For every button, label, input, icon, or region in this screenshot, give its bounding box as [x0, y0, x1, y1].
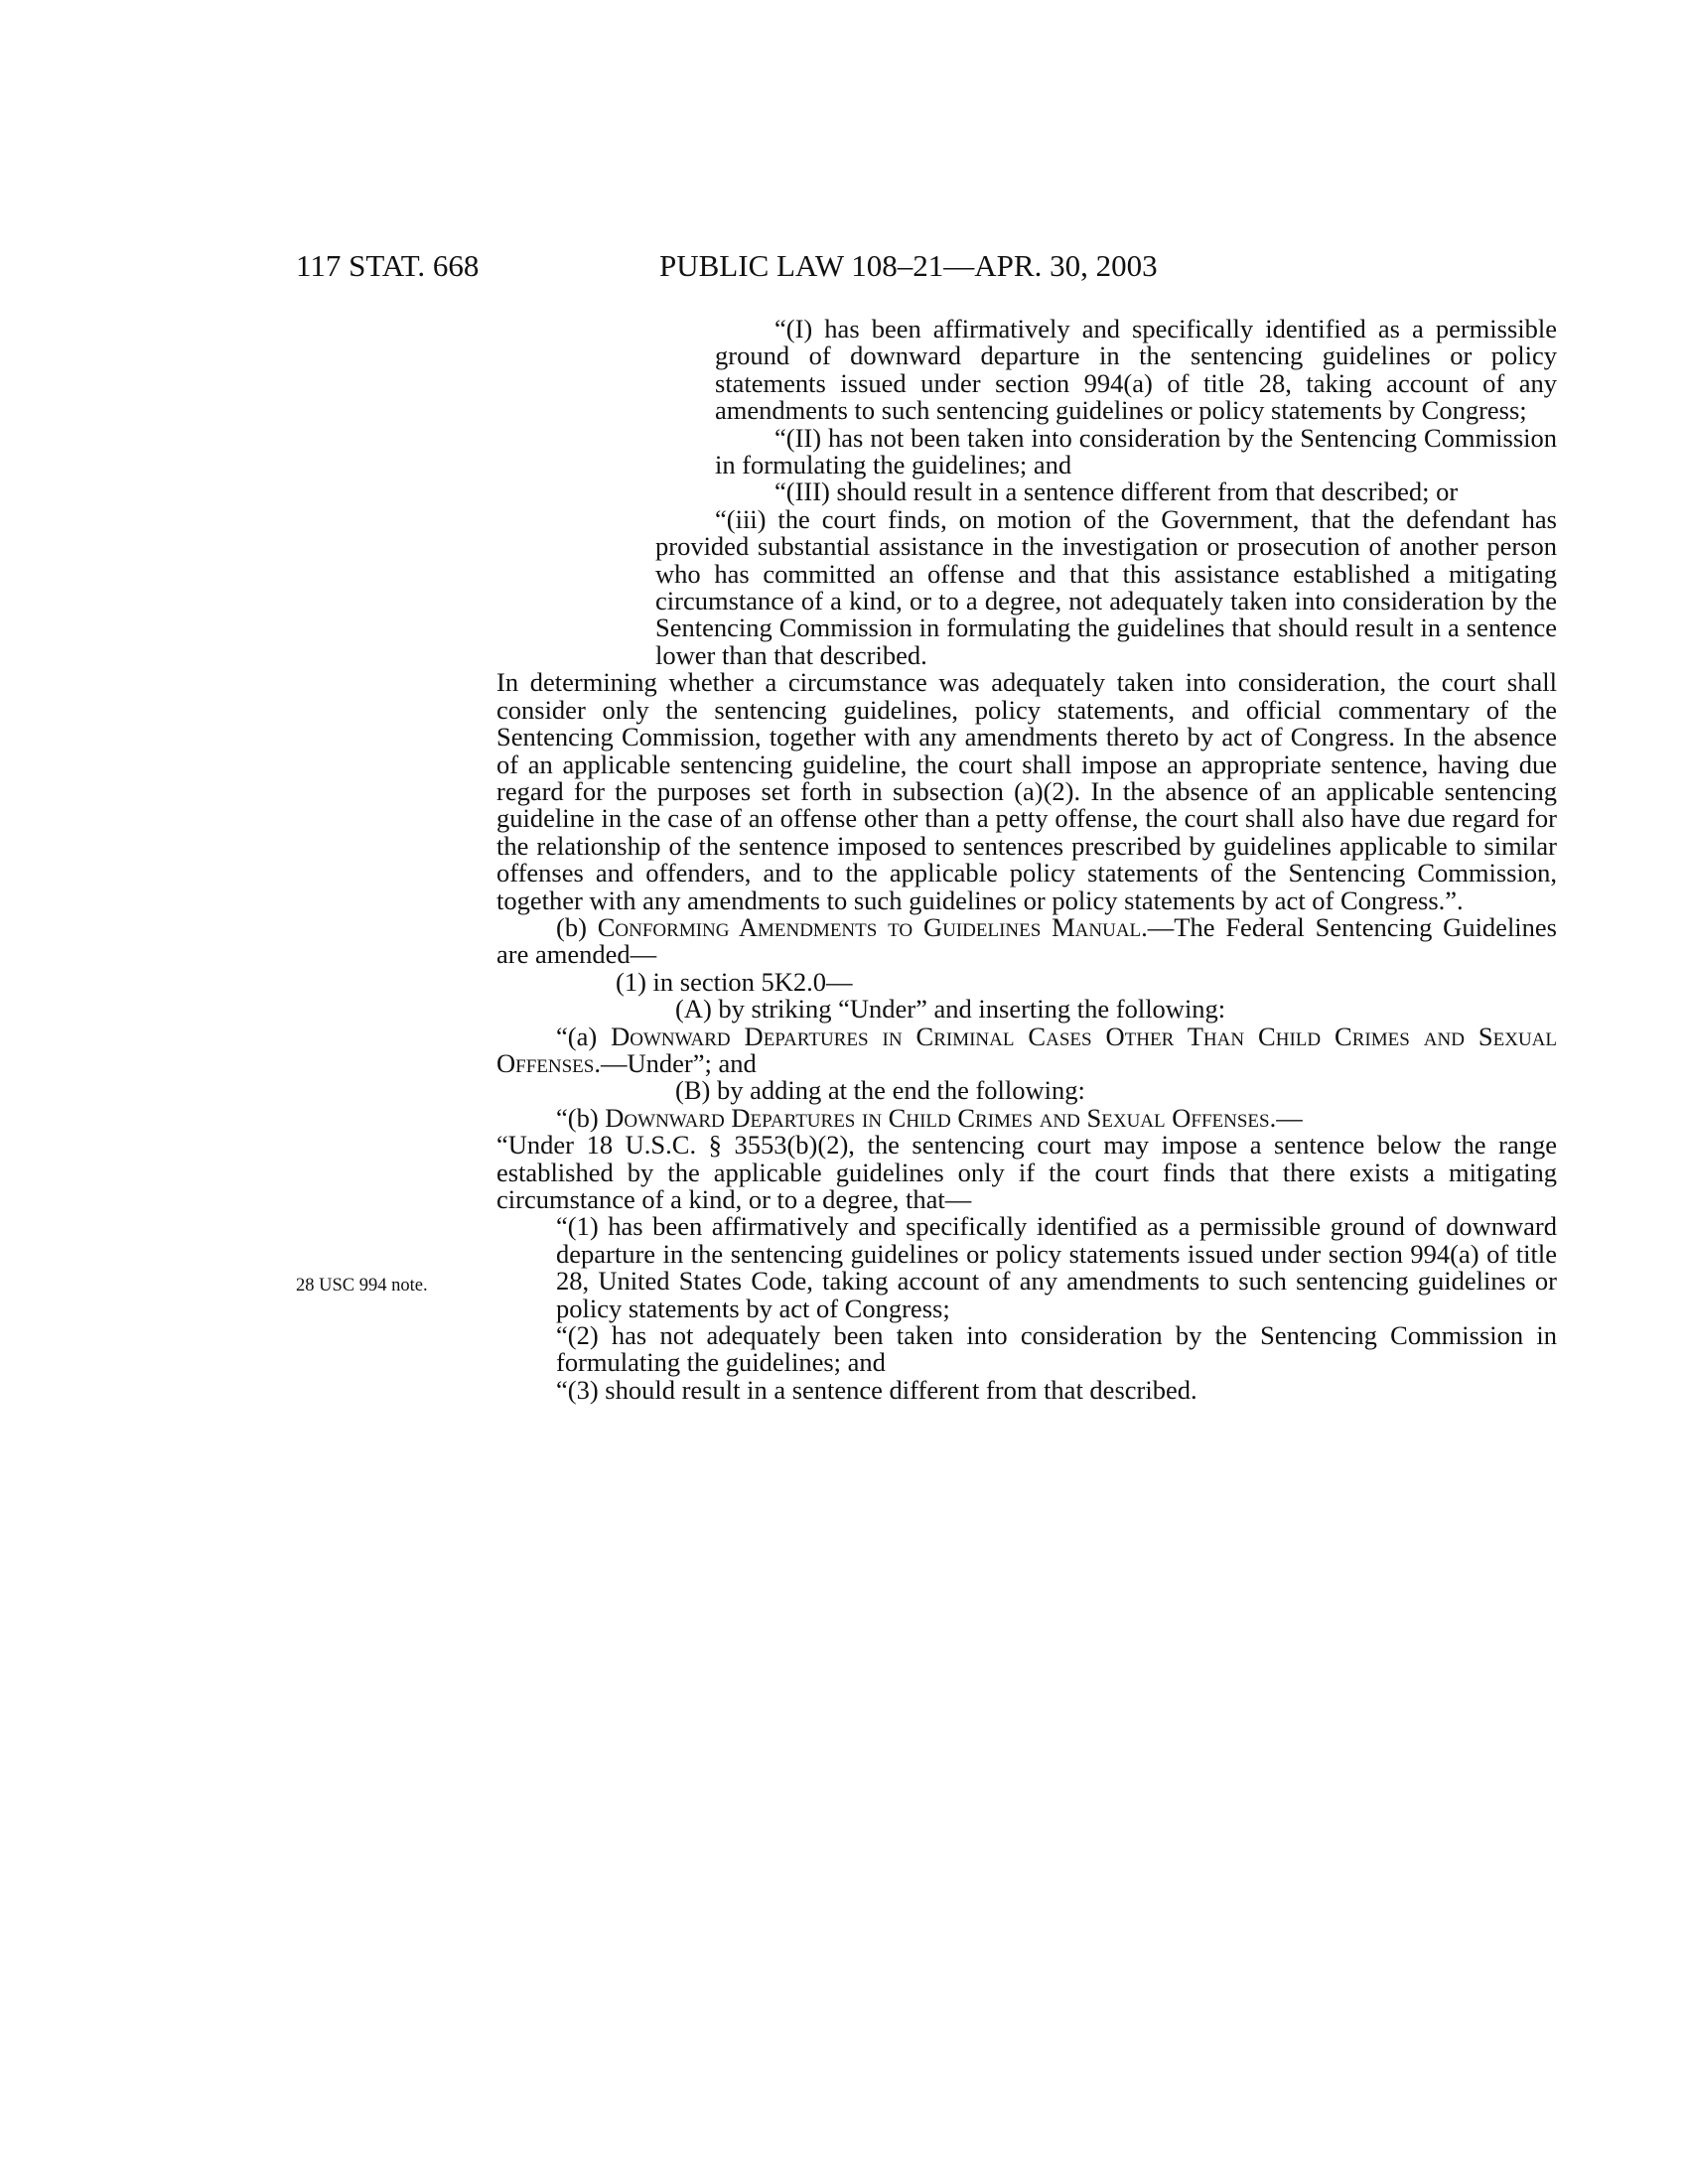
subsection-b-prefix: (b) — [556, 911, 598, 942]
paragraph-1: (1) in section 5K2.0— — [616, 966, 853, 997]
subsection-b-heading: Conforming Amendments to Guidelines Manual — [597, 911, 1142, 942]
quoted-a-heading: Downward Departures in Criminal Cases Other Than Child Crimes and Sexual Offenses — [496, 1021, 1557, 1078]
subsection-b-rest: .—The Federal Sentencing Guidelines are amended— — [496, 911, 1557, 970]
quoted-item-2: “(2) has not adequately been taken into consideration by the Sentencing Commission in formulating the guidelines; and — [556, 1320, 1557, 1378]
statute-page-number: 117 STAT. 668 — [296, 248, 480, 283]
clause-iii: “(iii) the court finds, on motion of the Government, that the defendant has provided substantial assistance in the investigation or prosecution of another person who has committed an offense and that this assistance established a mitigating circumstance of a kind, or to a degree, not adequately taken into consideration by the Sentencing Commission in formulating the guidelines that should result in a sentence lower than that described. — [655, 503, 1557, 670]
subsection-b — [496, 911, 1557, 970]
body-text — [496, 316, 1557, 1404]
margin-note: 28 USC 994 note. — [296, 1276, 428, 1296]
quoted-b-prefix: “(b) — [556, 1102, 606, 1133]
quoted-item-1: “(1) has been affirmatively and specifically identified as a permissible ground of downward departure in the sentencing guidelines or policy statements issued under section 994(a) of title 28, United States Code, taking account of any amendments to such sentencing guidelines or policy statements by act of Congress; — [556, 1211, 1557, 1323]
closing-paragraph: In determining whether a circumstance was adequately taken into consideration, the court shall consider only the sentencing guidelines, policy statements, and official commentary of the Sentencing Commission, together with any amendments thereto by act of Congress. In the absence of an applicable sentencing guideline, the court shall impose an appropriate sentence, having due regard for the purposes set forth in subsection (a)(2). In the absence of an applicable sentencing guideline in the case of an offense other than a petty offense, the court shall also have due regard for the relationship of the sentence imposed to sentences prescribed by guidelines applicable to similar offenses and offenders, and to the applicable policy statements of the Sentencing Commission, together with any amendments to such guidelines or policy statements by act of Congress.”. — [496, 667, 1557, 915]
clause-II: “(II) has not been taken into consideration by the Sentencing Commission in formulating the guidelines; and — [715, 422, 1557, 480]
quoted-b-heading: Downward Departures in Child Crimes and Sexual Offenses — [605, 1102, 1270, 1133]
clause-III: “(III) should result in a sentence different from that described; or — [774, 477, 1459, 507]
subparagraph-A: (A) by striking “Under” and inserting the following: — [675, 994, 1226, 1024]
subparagraph-B: (B) by adding at the end the following: — [675, 1075, 1085, 1106]
quoted-a-prefix: “(a) — [556, 1021, 612, 1051]
quoted-a-rest: .—Under”; and — [594, 1047, 757, 1078]
clause-I: “(I) has been affirmatively and specifically identified as a permissible ground of downward departure in the sentencing guidelines or policy statements issued under section 994(a) of title 28, taking account of any amendments to such sentencing guidelines or policy statements by Congress; — [715, 314, 1557, 426]
running-header-title: PUBLIC LAW 108–21—APR. 30, 2003 — [659, 248, 1158, 283]
quoted-under-paragraph: “Under 18 U.S.C. § 3553(b)(2), the sentencing court may impose a sentence below the range established by the applicable guidelines only if the court finds that there exists a mitigating circumstance of a kind, or to a degree, that— — [496, 1130, 1557, 1214]
quoted-item-3: “(3) should result in a sentence different from that described. — [556, 1374, 1197, 1405]
quoted-b-rest: .— — [1269, 1102, 1303, 1133]
quoted-subsection-a — [496, 1021, 1557, 1078]
quoted-subsection-b — [496, 1102, 1557, 1133]
